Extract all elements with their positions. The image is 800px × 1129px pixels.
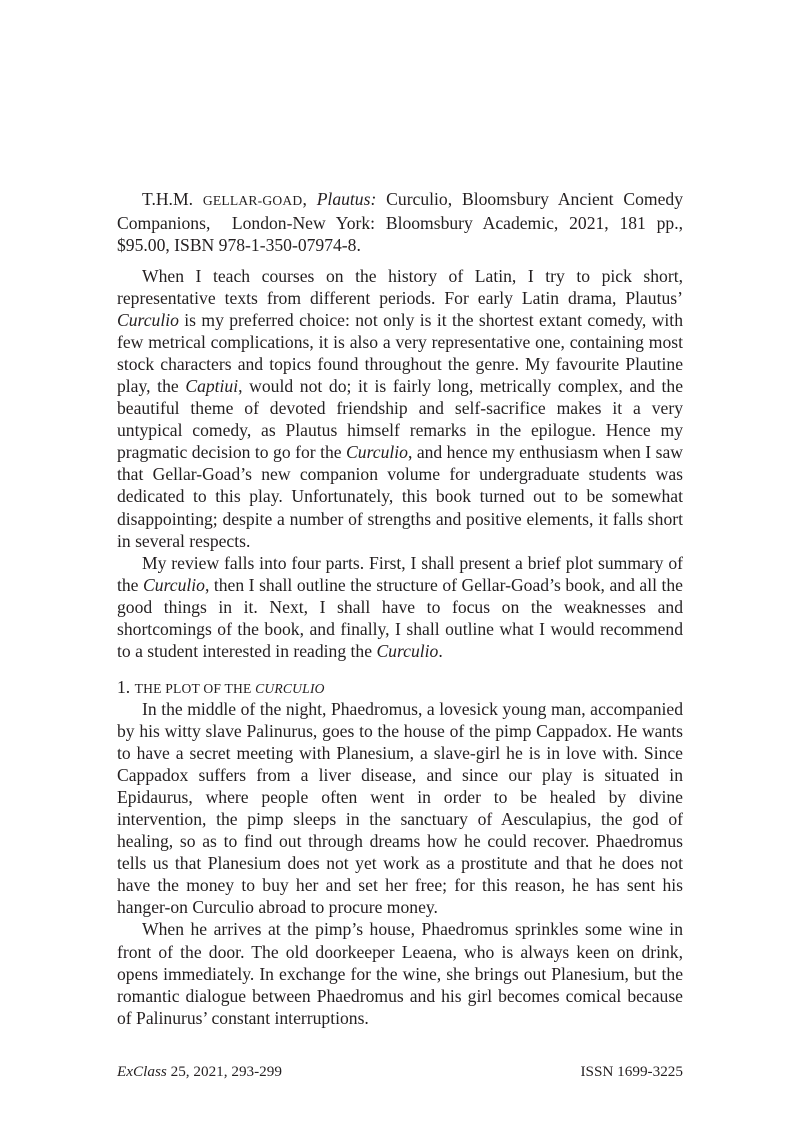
section-title: THE PLOT OF THE bbox=[134, 681, 256, 696]
text-run: , and hence my enthusiasm when I saw that Gellar-Goad’s new companion volume for undergraduate students was dedicated to this play. Unfortunately, this book turned out to be somewhat disappointing; despite a number of strengths and positive elements, it falls short in several respects. bbox=[117, 442, 683, 551]
play-title: Curculio bbox=[143, 574, 205, 595]
citation-author-initials: T.H.M. bbox=[142, 189, 203, 209]
text-run: My review falls into four parts. First, I shall present a brief plot summary of the bbox=[117, 552, 683, 595]
citation-separator: , bbox=[302, 189, 317, 209]
text-run: , would not do; it is fairly long, metrically complex, and the beautiful theme of devoted friendship and self-sacrifice makes it a very untypical comedy, as Plautus himself remarks in the epilogue. Hence my pragmatic decision to go for the bbox=[117, 376, 683, 463]
section-title-play: CURCULIO bbox=[255, 681, 325, 696]
journal-citation bbox=[117, 1063, 282, 1081]
citation-play-title: Curculio bbox=[386, 189, 448, 209]
play-title: Captiui bbox=[185, 376, 239, 397]
citation-series-author: Plautus: bbox=[316, 189, 377, 209]
journal-volume-pages: 25, 2021, 293-299 bbox=[166, 1063, 282, 1080]
review-introduction bbox=[117, 265, 683, 662]
text-run: When I teach courses on the history of Latin, I try to pick short, representative texts from different periods. For early Latin drama, Plautus’ bbox=[117, 266, 683, 309]
book-citation bbox=[117, 188, 683, 256]
text-run: , then I shall outline the structure of Gellar-Goad’s book, and all the good things in it. Next, I shall have to focus on the weaknesses and shortcomings of the book, and finally, I shall outline what I would recommend to a student interested in reading the bbox=[117, 574, 683, 661]
text-run: . bbox=[438, 640, 443, 661]
review-paragraph-2 bbox=[117, 552, 683, 662]
journal-name: ExClass bbox=[117, 1063, 167, 1080]
play-title: Curculio bbox=[376, 640, 439, 661]
play-title: Curculio bbox=[117, 310, 179, 331]
play-title: Curculio bbox=[346, 442, 408, 463]
citation-details: , Bloomsbury Ancient Comedy Companions, London-New York: Bloomsbury Academic, 2021, 181 pp., $95.00, ISBN 978-1-350-07974-8. bbox=[117, 189, 683, 256]
section-1-body bbox=[117, 698, 683, 1029]
citation-author-surname: GELLAR-GOAD bbox=[202, 193, 303, 208]
section-number: 1. bbox=[117, 677, 135, 697]
review-paragraph-1 bbox=[117, 265, 683, 552]
section-paragraph-2: When he arrives at the pimp’s house, Phaedromus sprinkles some wine in front of the door. The old doorkeeper Leaena, who is always keen on drink, opens immediately. In exchange for the wine, she brings out Planesium, but the romantic dialogue between Phaedromus and his girl becomes comical because of Palinurus’ constant interruptions. bbox=[117, 919, 683, 1028]
issn: ISSN 1699-3225 bbox=[580, 1063, 683, 1080]
section-paragraph-1: In the middle of the night, Phaedromus, a lovesick young man, accompanied by his witty slave Palinurus, goes to the house of the pimp Cappadox. He wants to have a secret meeting with Planesium, a slave-girl he is in love with. Since Cappadox suffers from a liver disease, and since our play is situated in Epidaurus, where people often went in order to be healed by divine intervention, the pimp sleeps in the sanctuary of Aesculapius, the god of healing, so as to find out through dreams how he could recover. Phaedromus tells us that Planesium does not yet work as a prostitute and that he does not have the money to buy her and set her free; for this reason, he has sent his hanger-on Curculio abroad to procure money. bbox=[117, 699, 683, 918]
section-heading bbox=[117, 676, 683, 700]
text-run: is my preferred choice: not only is it the shortest extant comedy, with few metrical complications, it is also a very representative one, containing most stock characters and topics found throughout the genre. My favourite Plautine play, the bbox=[117, 310, 683, 397]
